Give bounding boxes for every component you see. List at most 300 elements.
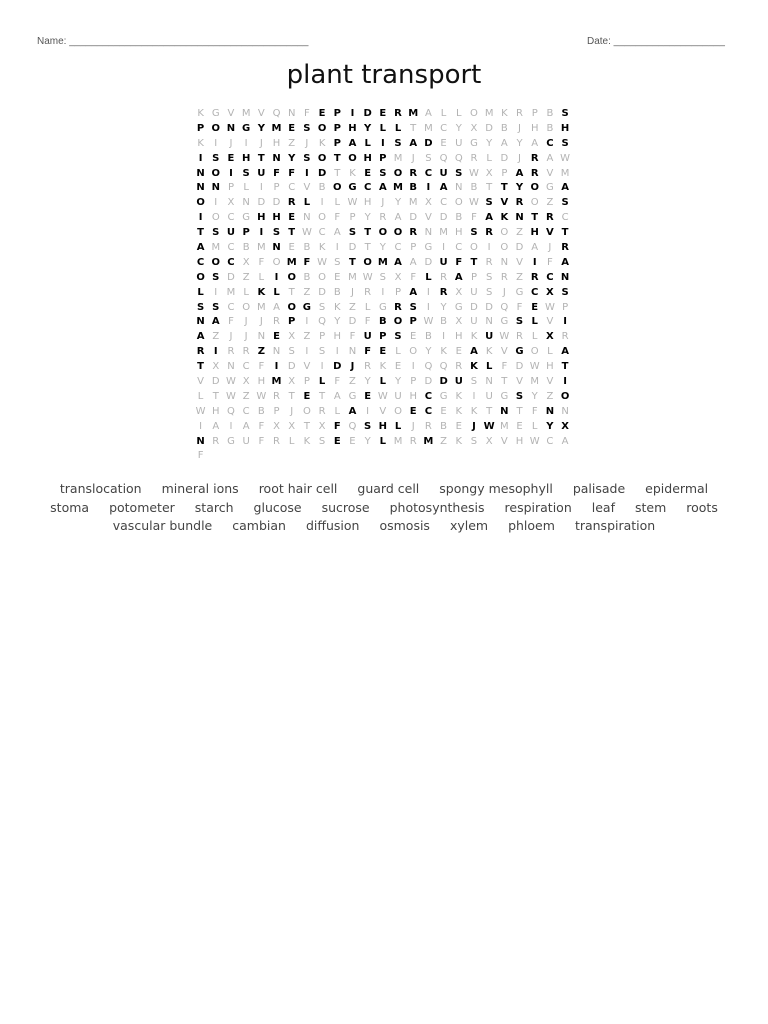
grid-letter: N [455,182,463,194]
grid-letter: T [349,256,356,268]
grid-letter: S [470,435,478,447]
grid-letter: X [561,420,569,432]
grid-letter: W [499,331,510,343]
grid-letter: Z [546,197,554,209]
grid-letter: N [196,167,205,179]
grid-letter: M [424,122,433,134]
grid-letter: R [394,108,402,119]
grid-letter: E [288,212,296,224]
grid-letter: I [198,152,203,164]
grid-letter: E [410,331,417,343]
grid-letter: R [516,331,523,343]
grid-letter: P [409,316,417,328]
grid-letter: G [470,137,478,149]
grid-letter: G [454,301,463,313]
grid-letter: D [515,361,524,373]
grid-letter: D [333,361,342,373]
grid-letter: U [242,435,250,447]
grid-letter: T [197,227,204,239]
grid-letter: L [288,435,295,447]
grid-letter: J [381,197,385,209]
grid-letter: P [319,331,326,343]
grid-letter: W [377,390,388,402]
grid-letter: G [546,182,554,194]
grid-letter: F [547,256,553,268]
grid-letter: S [288,346,295,358]
grid-letter: M [500,420,509,432]
grid-letter: B [500,122,508,134]
grid-letter: K [455,405,463,417]
grid-letter: Z [303,286,311,298]
grid-letter: P [531,108,538,119]
date-field: Date: ____________________ [587,36,725,47]
grid-letter: R [424,420,432,432]
grid-letter: X [212,361,220,373]
grid-letter: N [561,405,569,417]
word-list-item: phloem [508,518,555,534]
grid-letter: Y [394,376,402,388]
word-list-item: sucrose [321,499,370,515]
grid-letter: C [394,242,402,254]
word-list-item: leaf [591,499,615,515]
grid-letter: L [531,316,538,328]
grid-letter: A [242,420,250,432]
grid-letter: E [288,242,295,254]
grid-letter: S [348,227,357,239]
grid-letter: S [561,286,569,298]
grid-letter: Q [439,361,448,373]
grid-letter: E [455,346,462,358]
grid-letter: A [561,182,569,194]
grid-letter: F [364,346,372,358]
grid-letter: F [228,316,234,328]
grid-letter: S [561,197,569,209]
grid-letter: W [317,256,328,268]
grid-letter: C [242,405,250,417]
word-list-item: stem [634,499,667,515]
grid-letter: Y [546,420,554,432]
grid-letter: R [409,435,417,447]
grid-letter: Y [257,122,265,134]
grid-letter: F [303,256,311,268]
grid-letter: T [288,390,295,402]
grid-letter: I [381,286,385,298]
grid-letter: D [485,301,493,313]
grid-letter: O [409,346,418,358]
grid-letter: N [196,435,205,447]
grid-letter: A [424,108,432,119]
grid-letter: A [394,256,402,268]
grid-letter: K [303,435,311,447]
grid-letter: F [197,450,204,462]
word-list-item: cambian [232,518,286,534]
grid-letter: U [226,227,236,239]
grid-letter: R [546,212,554,224]
grid-letter: M [226,286,236,298]
grid-letter: F [455,256,463,268]
grid-letter: S [394,137,402,149]
grid-letter: A [439,182,448,194]
grid-letter: I [335,242,339,254]
word-list-item: guard cell [357,481,420,496]
grid-letter: M [408,197,418,209]
grid-letter: M [393,435,403,447]
grid-letter: D [424,376,433,388]
grid-letter: R [561,331,569,343]
grid-letter: Y [425,346,432,358]
grid-letter: X [273,420,280,432]
grid-letter: V [546,167,554,179]
grid-letter: U [470,286,478,298]
grid-letter: O [530,346,539,358]
grid-letter: Y [364,122,372,134]
grid-letter: S [561,108,569,119]
grid-letter: S [515,316,524,328]
grid-letter: W [195,405,206,417]
grid-letter: F [516,301,523,313]
grid-letter: R [409,167,418,179]
grid-letter: Q [318,316,327,328]
grid-letter: T [257,152,265,164]
grid-letter: Y [515,182,524,194]
grid-letter: D [348,316,357,328]
grid-letter: G [348,182,357,194]
grid-letter: X [424,197,432,209]
word-list-item: respiration [504,499,572,515]
grid-letter: C [561,212,569,224]
grid-letter: I [244,137,248,149]
grid-letter: F [531,405,538,417]
grid-letter: O [363,256,372,268]
grid-letter: S [425,152,432,164]
grid-letter: A [212,420,220,432]
grid-letter: Y [394,197,402,209]
grid-letter: T [501,376,508,388]
word-list-item: spongy mesophyll [439,481,553,496]
grid-letter: D [348,242,357,254]
grid-letter: R [530,167,539,179]
grid-letter: F [333,420,341,432]
grid-letter: I [305,346,309,358]
grid-letter: N [211,182,220,194]
grid-letter: E [379,346,387,358]
grid-letter: A [485,212,494,224]
grid-letter: A [273,301,280,313]
grid-letter: P [501,167,508,179]
word-list-item: osmosis [379,518,430,534]
grid-letter: H [272,137,281,149]
grid-letter: W [483,420,495,432]
grid-letter: O [317,152,327,164]
grid-letter: O [318,271,327,283]
grid-letter: K [257,286,266,298]
grid-letter: N [303,212,311,224]
grid-letter: W [529,361,540,373]
grid-letter: C [227,301,235,313]
grid-letter: E [288,122,296,134]
grid-letter: W [469,197,479,209]
word-list-item: potometer [109,499,175,515]
grid-letter: M [241,108,251,119]
grid-letter: O [560,390,570,402]
grid-letter: I [229,420,233,432]
grid-letter: L [547,346,553,358]
grid-letter: R [455,361,463,373]
grid-letter: G [424,242,433,254]
grid-letter: X [394,271,402,283]
grid-letter: B [318,182,326,194]
word-list-item: glucose [253,499,302,515]
grid-letter: M [560,167,570,179]
grid-letter: B [470,182,478,194]
word-list-item: stoma [50,499,90,515]
grid-letter: Y [531,390,538,402]
grid-letter: X [546,286,554,298]
grid-letter: A [333,227,341,239]
grid-letter: P [333,108,341,119]
grid-letter: D [211,376,220,388]
grid-letter: N [424,227,433,239]
grid-letter: I [563,376,567,388]
grid-letter: H [257,212,266,224]
grid-letter: J [502,286,506,298]
grid-letter: E [227,152,235,164]
grid-letter: M [423,435,434,447]
grid-letter: K [470,331,478,343]
grid-letter: U [485,331,494,343]
grid-letter: W [423,316,434,328]
grid-letter: E [440,137,447,149]
grid-letter: X [455,316,463,328]
grid-letter: L [425,271,432,283]
grid-letter: I [487,242,491,254]
grid-letter: G [500,316,509,328]
grid-letter: C [424,405,433,417]
grid-letter: J [244,316,248,328]
grid-letter: E [273,331,280,343]
grid-letter: O [211,167,221,179]
grid-letter: X [227,197,235,209]
grid-letter: N [257,331,266,343]
grid-letter: O [196,197,205,209]
grid-letter: V [379,405,387,417]
grid-letter: J [472,420,476,432]
grid-letter: M [393,182,403,194]
word-list-item: root hair cell [258,481,338,496]
grid-letter: F [501,361,508,373]
grid-letter: I [214,137,218,149]
grid-letter: O [211,122,221,134]
grid-letter: I [305,316,309,328]
grid-letter: W [256,390,267,402]
grid-letter: L [455,108,462,119]
grid-letter: G [211,108,220,119]
grid-letter: B [257,405,265,417]
grid-letter: Y [334,316,341,328]
grid-letter: B [303,271,311,283]
grid-letter: C [288,182,296,194]
grid-letter: K [318,242,326,254]
grid-letter: O [318,212,327,224]
grid-letter: M [377,256,388,268]
grid-letter: R [212,435,220,447]
grid-letter: T [288,286,295,298]
grid-letter: W [362,271,373,283]
grid-letter: P [562,301,569,313]
grid-letter: R [516,108,523,119]
grid-letter: R [440,271,448,283]
grid-letter: Z [546,390,554,402]
grid-letter: I [259,227,264,239]
grid-letter: X [242,256,250,268]
grid-letter: M [211,242,221,254]
grid-letter: O [287,271,296,283]
grid-letter: H [455,227,463,239]
grid-letter: D [424,256,433,268]
grid-letter: B [379,316,387,328]
word-list-item: diffusion [305,518,360,534]
grid-letter: R [439,286,448,298]
grid-letter: P [273,182,280,194]
grid-letter: M [348,271,357,283]
grid-letter: R [379,212,387,224]
grid-letter: X [485,435,493,447]
grid-letter: P [273,405,280,417]
grid-letter: R [470,152,478,164]
grid-letter: R [485,256,493,268]
grid-letter: J [259,316,263,328]
grid-letter: L [243,182,249,194]
grid-letter: I [214,286,218,298]
grid-letter: O [530,182,539,194]
grid-letter: X [242,376,250,388]
grid-letter: P [303,376,310,388]
grid-letter: D [363,108,372,119]
grid-letter: S [455,167,463,179]
grid-letter: J [518,122,521,134]
grid-letter: Z [516,271,523,283]
grid-letter: Z [440,435,448,447]
grid-letter: J [244,331,248,343]
grid-letter: K [197,108,204,119]
grid-letter: L [394,420,402,432]
grid-letter: N [196,316,205,328]
grid-letter: X [485,167,493,179]
grid-letter: L [303,197,311,209]
grid-letter: A [196,331,205,343]
grid-letter: S [242,167,250,179]
grid-letter: R [273,316,280,328]
grid-letter: E [409,405,417,417]
grid-letter: G [500,390,509,402]
grid-letter: O [242,301,251,313]
grid-letter: P [227,182,234,194]
grid-letter: W [301,227,312,239]
grid-letter: E [379,108,387,119]
grid-letter: T [364,242,371,254]
grid-letter: S [394,331,402,343]
grid-letter: I [213,346,218,358]
grid-letter: A [333,390,341,402]
grid-letter: T [334,167,341,179]
grid-letter: U [363,331,372,343]
grid-letter: J [350,361,355,373]
grid-letter: V [546,316,554,328]
grid-letter: S [272,227,281,239]
word-list-item: starch [194,499,234,515]
grid-letter: S [318,435,326,447]
grid-letter: L [485,361,493,373]
grid-letter: R [515,197,524,209]
grid-letter: S [470,227,478,239]
grid-letter: D [317,167,327,179]
grid-letter: A [454,271,463,283]
grid-letter: V [303,361,311,373]
grid-letter: T [470,256,478,268]
grid-letter: S [379,167,387,179]
word-search-grid [193,107,573,464]
grid-letter: A [409,286,418,298]
grid-letter: F [471,212,477,224]
grid-letter: I [335,346,339,358]
grid-letter: K [379,361,387,373]
grid-letter: A [531,242,539,254]
grid-letter: F [258,256,265,268]
grid-letter: J [518,152,521,164]
word-list-item: xylem [449,518,489,534]
grid-letter: G [348,390,357,402]
grid-letter: S [334,256,341,268]
grid-letter: O [470,242,478,254]
grid-letter: I [229,167,233,179]
grid-letter: L [258,271,265,283]
grid-letter: P [349,212,356,224]
grid-letter: P [242,227,250,239]
grid-letter: Q [500,301,509,313]
grid-letter: W [347,197,358,209]
grid-letter: F [288,167,296,179]
grid-letter: Y [364,376,371,388]
grid-letter: U [439,167,448,179]
grid-letter: Z [349,376,356,388]
grid-letter: C [318,227,326,239]
grid-letter: A [348,137,357,149]
grid-letter: D [424,137,433,149]
grid-letter: E [440,405,447,417]
grid-letter: N [242,197,250,209]
grid-letter: L [486,152,492,164]
grid-letter: W [469,167,479,179]
word-list-item: palisade [572,481,626,496]
grid-letter: A [211,316,220,328]
grid-letter: C [546,137,554,149]
grid-letter: O [196,271,205,283]
grid-letter: R [364,361,372,373]
grid-letter: B [546,108,554,119]
grid-letter: I [563,316,567,328]
grid-letter: P [333,122,341,134]
word-list-item: photosynthesis [389,499,485,515]
grid-letter: W [560,152,571,164]
grid-letter: R [287,197,296,209]
grid-letter: L [379,435,387,447]
grid-letter: C [424,167,433,179]
grid-letter: O [500,242,509,254]
grid-letter: U [455,137,463,149]
grid-letter: B [440,420,448,432]
grid-letter: Y [486,137,493,149]
grid-letter: V [227,108,235,119]
